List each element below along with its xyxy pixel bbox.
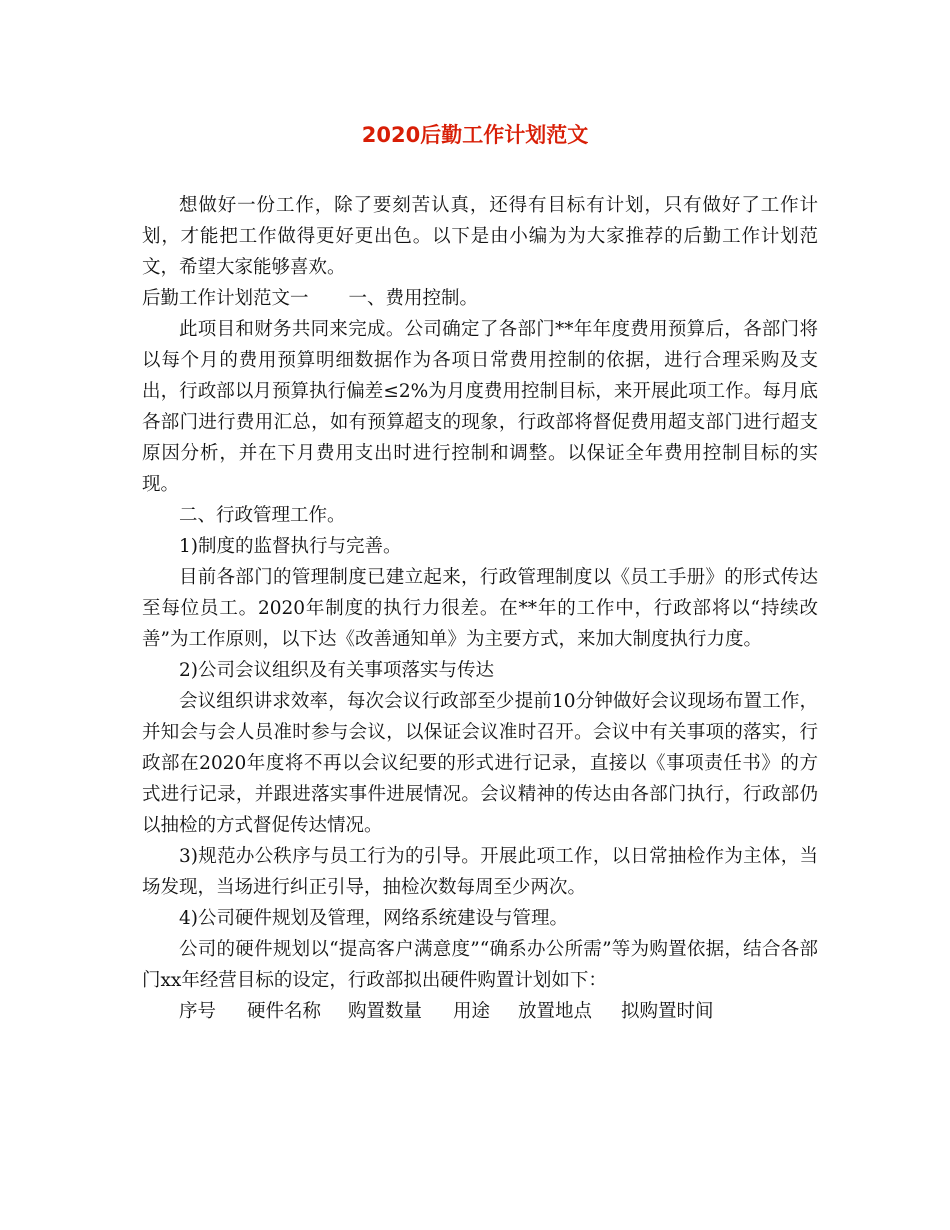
table-header-cell: 用途: [453, 1001, 491, 1022]
document-body: [142, 190, 818, 1027]
table-header-cell: 硬件名称: [247, 1001, 322, 1022]
hardware-table-header: [142, 996, 818, 1027]
document-title: 2020后勤工作计划范文: [361, 123, 589, 147]
paragraph-office-order: 3)规范办公秩序与员工行为的引导。开展此项工作，以日常抽检作为主体，当场发现，当场进行纠正引导，抽检次数每周至少两次。: [142, 846, 818, 898]
paragraph-rules: 目前各部门的管理制度已建立起来，行政管理制度以《员工手册》的形式传达至每位员工。2020年制度的执行力很差。在**年的工作中，行政部将以“持续改善”为工作原则，以下达《改善通知单》为主要方式，来加大制度执行力度。: [142, 567, 818, 650]
paragraph-meetings: 会议组织讲求效率，每次会议行政部至少提前10分钟做好会议现场布置工作，并知会与会人员准时参与会议，以保证会议准时召开。会议中有关事项的落实，行政部在2020年度将不再以会议纪要的形式进行记录，直接以《事项责任书》的方式进行记录，并跟进落实事件进展情况。会议精神的传达由各部门执行，行政部仍以抽检的方式督促传达情况。: [142, 691, 818, 836]
section-first-item: 一、费用控制。: [348, 288, 479, 309]
paragraph-cost-control: 此项目和财务共同来完成。公司确定了各部门**年年度费用预算后，各部门将以每个月的费用预算明细数据作为各项日常费用控制的依据，进行合理采购及支出，行政部以月预算执行偏差≤2%为月度费用控制目标，来开展此项工作。每月底各部门进行费用汇总，如有预算超支的现象，行政部将督促费用超支部门进行超支原因分析，并在下月费用支出时进行控制和调整。以保证全年费用控制目标的实现。: [142, 319, 818, 495]
section-label: 后勤工作计划范文一: [142, 288, 309, 309]
heading-admin-management: 二、行政管理工作。: [179, 505, 346, 526]
section-heading-line: [142, 283, 818, 314]
subheading-rules: 1)制度的监督执行与完善。: [179, 536, 402, 557]
table-header-cell: 拟购置时间: [621, 1001, 714, 1022]
table-header-cell: 购置数量: [348, 1001, 423, 1022]
subheading-hardware: 4)公司硬件规划及管理，网络系统建设与管理。: [179, 908, 568, 929]
paragraph-hardware: 公司的硬件规划以“提高客户满意度”“确系办公所需”等为购置依据，结合各部门xx年经营目标的设定，行政部拟出硬件购置计划如下：: [142, 939, 818, 991]
subheading-meetings: 2)公司会议组织及有关事项落实与传达: [179, 660, 494, 681]
table-header-cell: 序号: [179, 1001, 217, 1022]
intro-paragraph: 想做好一份工作，除了要刻苦认真，还得有目标有计划，只有做好了工作计划，才能把工作做得更好更出色。以下是由小编为为大家推荐的后勤工作计划范文，希望大家能够喜欢。: [142, 195, 818, 278]
table-header-cell: 放置地点: [518, 1001, 593, 1022]
